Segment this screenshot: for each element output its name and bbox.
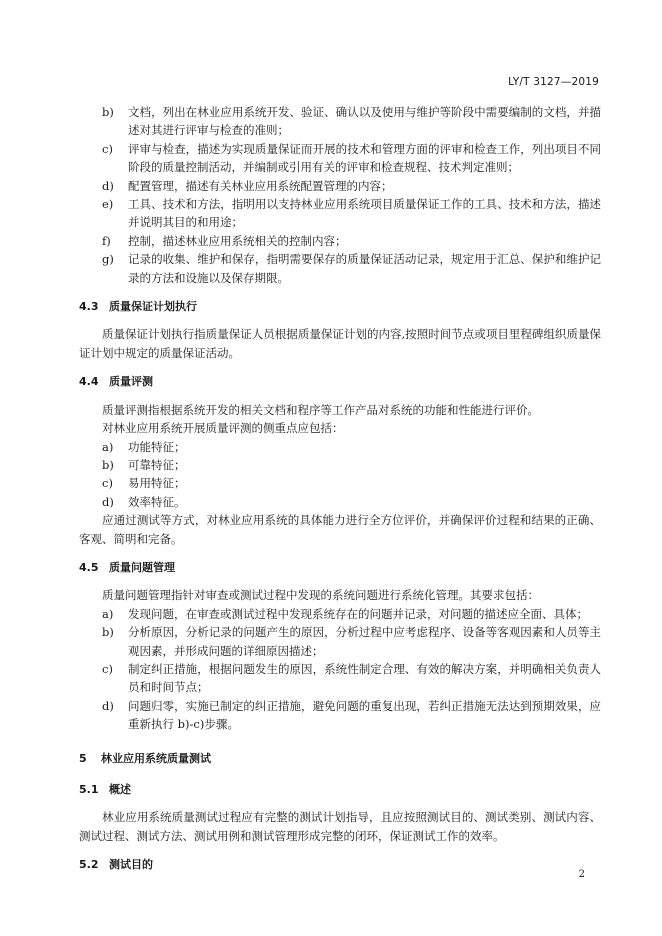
list-item	[79, 456, 601, 474]
list-item	[79, 438, 601, 456]
list-marker: g)	[102, 252, 114, 267]
list-item-text: 配置管理，描述有关林业应用系统配置管理的内容；	[128, 178, 393, 193]
list-item	[79, 250, 601, 287]
section-number: 5	[79, 751, 87, 765]
list-4-4	[79, 438, 601, 512]
list-marker: c)	[102, 661, 113, 676]
list-item-text: 文档，列出在林业应用系统开发、验证、确认以及使用与维护等阶段中需要编制的文档，并描述对其进行评审与检查的准则；	[128, 105, 601, 138]
list-marker: d)	[102, 494, 114, 509]
section-number: 4.5	[79, 560, 99, 574]
list-item-text: 工具、技术和方法，指明用以支持林业应用系统项目质量保证工作的工具、技术和方法，描述并说明其目的和用途；	[128, 197, 601, 230]
list-item	[79, 474, 601, 492]
paragraph: 应通过测试等方式，对林业应用系统的具体能力进行全方位评价，并确保评价过程和结果的正确、客观、简明和完备。	[79, 513, 601, 546]
list-marker: f)	[102, 233, 111, 248]
section-number: 5.2	[79, 858, 99, 872]
list-item-text: 效率特征。	[128, 494, 186, 509]
paragraph: 质量保证计划执行指质量保证人员根据质量保证计划的内容,按照时间节点或项目里程碑组织质量保证计划中规定的质量保证活动。	[79, 327, 601, 360]
list-item	[79, 493, 601, 511]
list-item	[79, 177, 601, 195]
list-marker: d)	[102, 178, 114, 193]
list-item-text: 发现问题，在审查或测试过程中发现系统存在的问题并记录，对问题的描述应全面、具体；	[128, 606, 588, 621]
list-item-text: 易用特征；	[128, 476, 186, 491]
section-heading-5-1	[79, 781, 601, 799]
section-title: 概述	[109, 783, 131, 796]
list-4-5	[79, 605, 601, 734]
list-marker: b)	[102, 625, 114, 640]
section-title: 质量评测	[109, 375, 153, 389]
list-item	[79, 605, 601, 623]
paragraph: 质量问题管理指针对审查或测试过程中发现的系统问题进行系统化管理。其要求包括：	[102, 588, 539, 603]
section-title: 林业应用系统质量测试	[101, 751, 211, 765]
section-title: 质量保证计划执行	[109, 300, 197, 314]
section-heading-4-4	[79, 373, 601, 391]
list-item-text: 控制，描述林业应用系统相关的控制内容；	[128, 233, 347, 248]
list-marker: b)	[102, 105, 114, 119]
list-item-text: 功能特征；	[128, 439, 186, 454]
list-item-text: 记录的收集、维护和保存，指明需要保存的质量保证活动记录，规定用于汇总、保护和维护记录的方法和设施以及保存期限。	[128, 252, 601, 285]
section-title: 测试目的	[109, 858, 153, 872]
list-item	[79, 103, 601, 140]
paragraph: 林业应用系统质量测试过程应有完整的测试计划指导，且应按照测试目的、测试类别、测试内容、测试过程、测试方法、测试用例和测试管理形成完整的闭环，保证测试工作的效率。	[79, 810, 601, 843]
list-item-text: 评审与检查，描述为实现质量保证而开展的技术和管理方面的评审和检查工作，列出项目不同阶段的质量控制活动，并编制或引用有关的评审和检查规程、技术判定准则；	[128, 141, 601, 175]
list-marker: a)	[102, 606, 114, 621]
standard-code: LY/T 3127—2019	[508, 76, 599, 88]
list-marker: c)	[102, 476, 113, 491]
section-number: 4.4	[79, 375, 99, 389]
list-item-text: 制定纠正措施，根据问题发生的原因，系统性制定合理、有效的解决方案，并明确相关负责人员和时间节点；	[128, 661, 601, 695]
list-item	[79, 140, 601, 177]
list-marker: e)	[102, 197, 114, 212]
list-item-text: 问题归零，实施已制定的纠正措施，避免问题的重复出现，若纠正措施无法达到预期效果，应重新执行 b)-c)步骤。	[128, 698, 601, 732]
list-marker: a)	[102, 439, 114, 454]
page-content	[79, 103, 601, 884]
chapter-heading-5	[79, 750, 601, 768]
section-number: 5.1	[79, 783, 99, 796]
section-heading-4-5	[79, 559, 601, 577]
paragraph: 对林业应用系统开展质量评测的侧重点应包括：	[102, 421, 344, 436]
section-title: 质量问题管理	[109, 560, 175, 574]
list-marker: b)	[102, 457, 114, 472]
list-item-text: 可靠特征；	[128, 457, 186, 472]
list-4-2-continued	[79, 103, 601, 287]
section-heading-5-2	[79, 856, 601, 874]
section-number: 4.3	[79, 300, 99, 314]
list-item-text: 分析原因，分析记录的问题产生的原因，分析过程中应考虑程序、设备等客观因素和人员等主观因素，并形成问题的详细原因描述；	[128, 625, 601, 658]
page-number: 2	[578, 869, 585, 880]
list-item	[79, 660, 601, 697]
list-marker: c)	[102, 141, 113, 156]
paragraph: 质量评测指根据系统开发的相关文档和程序等工作产品对系统的功能和性能进行评价。	[102, 402, 539, 417]
list-item	[79, 697, 601, 734]
list-item	[79, 623, 601, 660]
list-marker: d)	[102, 698, 114, 713]
list-item	[79, 232, 601, 250]
section-heading-4-3	[79, 298, 601, 316]
list-item	[79, 195, 601, 232]
